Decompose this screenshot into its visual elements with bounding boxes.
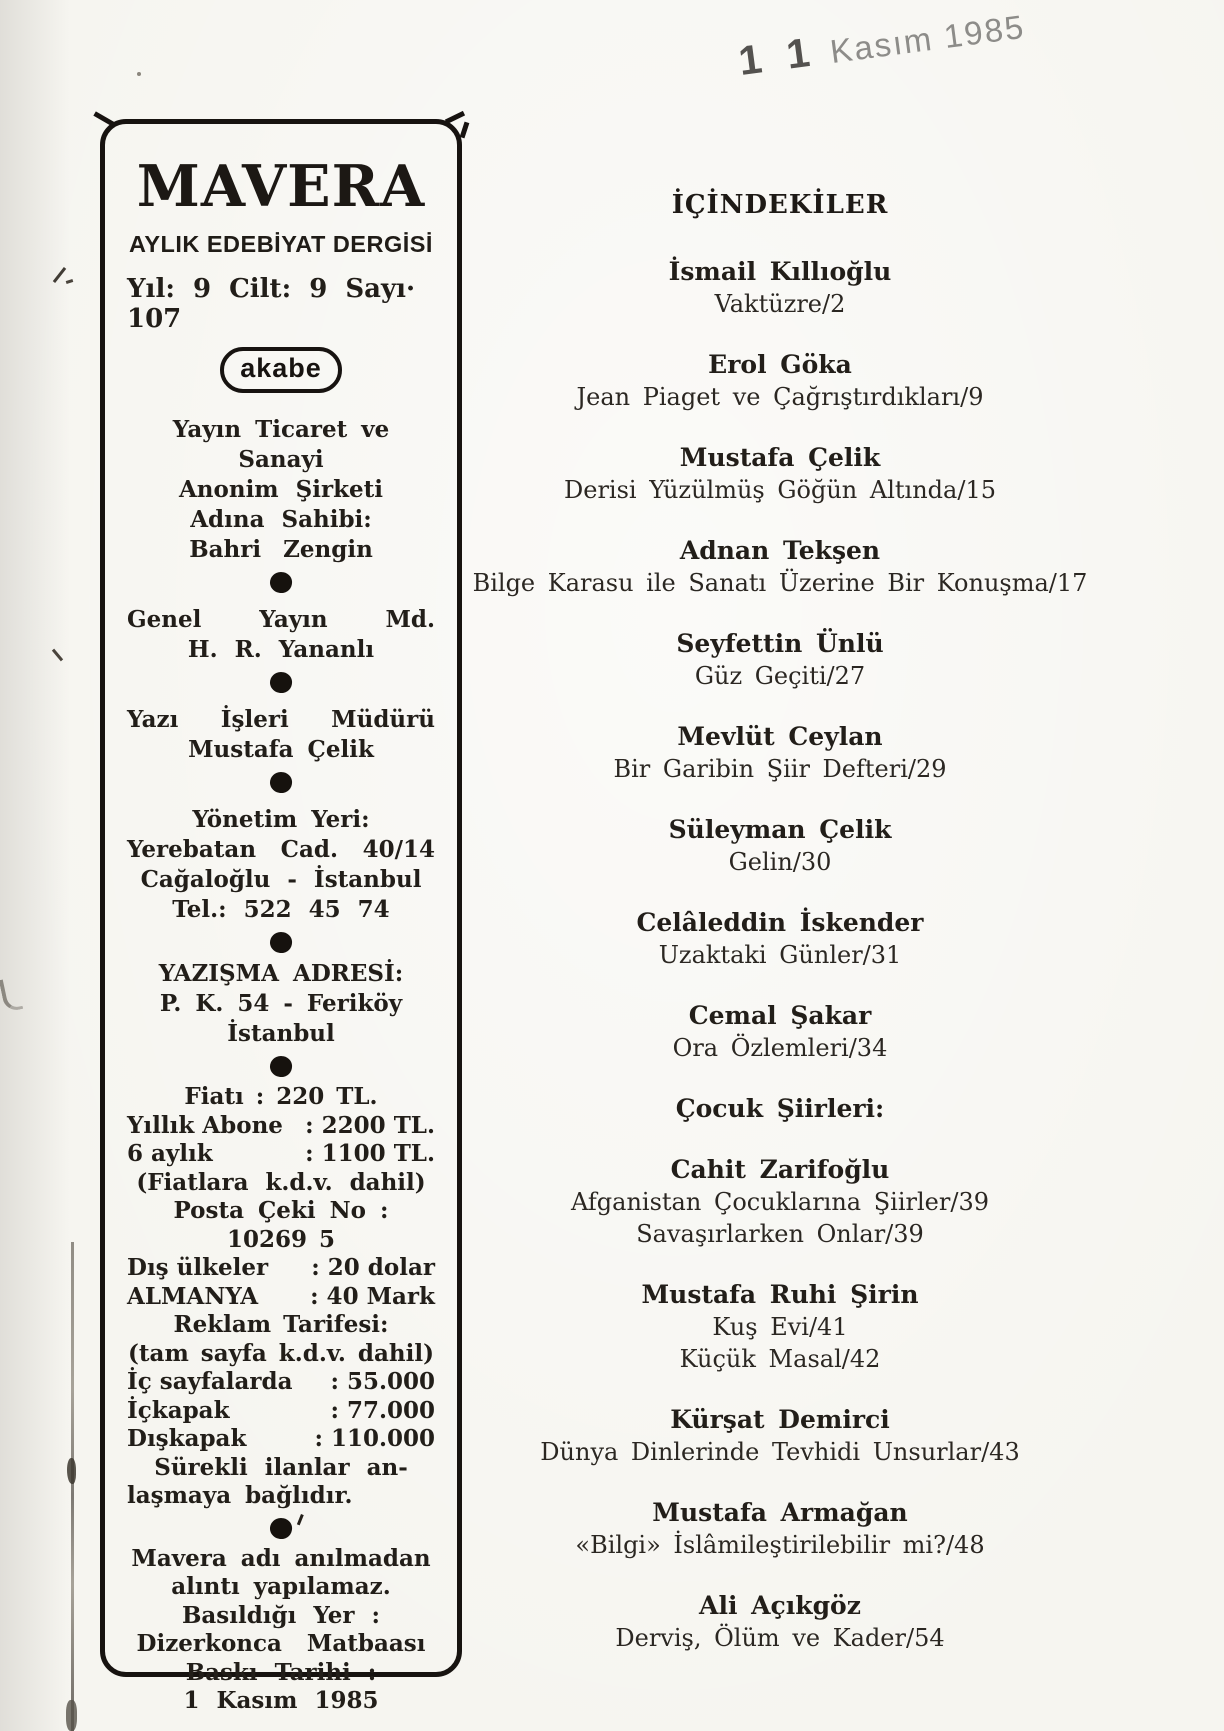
managing-editor-label — [127, 705, 435, 735]
managing-editor-word-2: İşleri — [220, 706, 289, 733]
toc-entry — [430, 442, 1130, 506]
publisher-line-2: Anonim Şirketi — [178, 476, 384, 503]
toc-entry — [430, 907, 1130, 971]
postal-account-number: 10269 5 — [226, 1225, 336, 1253]
toc-title: «Bilgi» İslâmileştirilebilir mi?/48 — [575, 1531, 985, 1559]
management-street-word-3: 40/14 — [362, 836, 435, 863]
postal-account-label: Posta Çeki No : — [173, 1197, 389, 1224]
border-flick-left — [93, 111, 116, 127]
toc-title: Kuş Evi/41 — [712, 1313, 848, 1341]
managing-editor-name: Mustafa Çelik — [188, 736, 374, 763]
print-date: 1 Kasım 1985 — [183, 1687, 379, 1714]
bullet-separator — [268, 930, 293, 955]
akabe-badge — [220, 347, 342, 393]
toc-title: Savaşırlarken Onlar/39 — [636, 1220, 924, 1248]
subscription-row-annual — [127, 1112, 435, 1141]
subscription-value: : 2200 TL. — [305, 1111, 435, 1139]
foreign-price-label: Dış ülkeler — [127, 1254, 269, 1281]
toc-author: Seyfettin Ünlü — [676, 629, 884, 658]
toc-title: Uzaktaki Günler/31 — [658, 941, 902, 969]
toc-author: Erol Göka — [708, 350, 852, 379]
general-director-label — [127, 605, 435, 635]
ad-terms-line-1: Sürekli ilanlar an- — [154, 1453, 408, 1481]
management-heading: Yönetim Yeri: — [192, 806, 370, 833]
toc-entry — [430, 349, 1130, 413]
publisher-line-1: Yayın Ticaret ve Sanayi — [172, 416, 390, 473]
date-stamp-month-year: Kasım 1985 — [827, 7, 1028, 71]
ad-tariff-heading: Reklam Tarifesi: — [173, 1311, 389, 1338]
toc-author: Celâleddin İskender — [636, 908, 924, 937]
toc-entry — [430, 1404, 1130, 1468]
owner-name: Bahri Zengin — [189, 536, 373, 563]
scan-artifact — [0, 976, 23, 1012]
subscription-value: : 1100 TL. — [305, 1140, 435, 1167]
bullet-separator — [268, 1054, 293, 1079]
managing-editor-word-3: Müdürü — [331, 706, 435, 733]
scan-artifact — [66, 279, 74, 284]
ad-price-value: : 77.000 — [330, 1396, 435, 1424]
management-phone: Tel.: 522 45 74 — [172, 896, 390, 923]
toc-author: Adnan Tekşen — [679, 536, 881, 565]
toc-entry — [430, 1000, 1130, 1064]
ad-tariff-note: (tam sayfa k.d.v. dahil) — [128, 1339, 434, 1367]
ad-tariff-block — [127, 1311, 435, 1511]
toc-author: Mustafa Çelik — [679, 443, 881, 472]
toc-title: Jean Piaget ve Çağrıştırdıkları/9 — [576, 383, 984, 411]
printer-name: Dizerkonca Matbaası — [136, 1630, 426, 1657]
toc-title: Afganistan Çocuklarına Şiirler/39 — [571, 1188, 989, 1216]
toc-title: Derviş, Ölüm ve Kader/54 — [615, 1624, 945, 1652]
toc-title: Dünya Dinlerinde Tevhidi Unsurlar/43 — [540, 1438, 1020, 1466]
toc-title: Derisi Yüzülmüş Göğün Altında/15 — [564, 476, 996, 504]
toc-entry — [430, 814, 1130, 878]
correspondence-city: İstanbul — [227, 1020, 335, 1047]
owner-label: Adına Sahibi: — [190, 506, 372, 533]
toc-title: Vaktüzre/2 — [714, 290, 846, 318]
toc-heading: İÇİNDEKİLER — [671, 190, 889, 220]
foreign-price-value: : 40 Mark — [310, 1282, 435, 1310]
vat-note: (Fiatlara k.d.v. dahil) — [136, 1168, 426, 1196]
ad-price-label: Dışkapak — [127, 1425, 247, 1452]
ad-price-value: : 55.000 — [330, 1368, 435, 1395]
foreign-price-value: : 20 dolar — [311, 1254, 435, 1281]
management-street-word-1: Yerebatan — [127, 836, 257, 863]
toc-author: Mevlüt Ceylan — [677, 722, 883, 751]
colophon-block — [127, 1545, 435, 1716]
print-date-label: Baskı Tarihi : — [185, 1658, 377, 1686]
toc-entry — [430, 1497, 1130, 1561]
scan-artifact — [52, 649, 63, 662]
toc-author: Cahit Zarifoğlu — [670, 1155, 890, 1184]
managing-editor-word-1: Yazı — [127, 706, 179, 733]
magazine-subtitle: AYLIK EDEBİYAT DERGİSİ — [129, 231, 433, 257]
toc-entry — [430, 1279, 1130, 1375]
toc-author: Süleyman Çelik — [668, 815, 892, 844]
date-stamp-day: 1 1 — [735, 28, 820, 85]
ad-price-row-outer-cover — [127, 1425, 435, 1454]
toc-entry — [430, 256, 1130, 320]
management-block — [127, 805, 435, 925]
binding-crease-blob — [67, 1458, 76, 1484]
price-line: Fiatı : 220 TL. — [184, 1083, 378, 1110]
correspondence-block — [127, 959, 435, 1049]
toc-title: Güz Geçiti/27 — [694, 662, 866, 690]
publisher-block — [127, 415, 435, 565]
table-of-contents — [430, 190, 1130, 1683]
general-director-name: H. R. Yananlı — [187, 636, 375, 663]
toc-author: Mustafa Armağan — [652, 1498, 908, 1527]
subscription-label: 6 aylık — [127, 1140, 213, 1167]
toc-author: İsmail Kıllıoğlu — [668, 257, 892, 286]
correspondence-po-box: P. K. 54 - Feriköy — [159, 990, 403, 1017]
ad-price-value: : 110.000 — [314, 1425, 435, 1452]
management-street — [127, 835, 435, 865]
toc-title: Gelin/30 — [728, 848, 832, 876]
masthead-box — [100, 119, 462, 1714]
ad-terms-line-2: laşmaya bağlıdır. — [127, 1482, 353, 1509]
toc-entry — [430, 628, 1130, 692]
subscription-label: Yıllık Abone — [127, 1111, 283, 1139]
border-flick-right — [445, 111, 465, 124]
toc-entry — [430, 1154, 1130, 1250]
management-street-word-2: Cad. — [280, 836, 338, 863]
pricing-block — [127, 1083, 435, 1311]
ad-price-row-inner-cover — [127, 1397, 435, 1426]
toc-author: Cemal Şakar — [688, 1001, 872, 1030]
foreign-price-row — [127, 1283, 435, 1312]
subscription-row-semiannual — [127, 1140, 435, 1169]
scan-artifact — [137, 72, 141, 76]
toc-title: Küçük Masal/42 — [679, 1345, 881, 1373]
akabe-badge-label: akabe — [240, 353, 322, 383]
general-director-word-2: Yayın — [259, 606, 328, 633]
scan-artifact — [53, 267, 66, 283]
bullet-separator — [268, 570, 293, 595]
toc-entry — [430, 535, 1130, 599]
general-director-word-1: Genel — [127, 606, 202, 633]
correspondence-heading: YAZIŞMA ADRESİ: — [158, 960, 404, 987]
general-director-word-3: Md. — [385, 606, 435, 633]
printer-label: Basıldığı Yer : — [181, 1601, 381, 1629]
bullet-separator — [268, 1516, 293, 1541]
toc-title: Bilge Karasu ile Sanatı Üzerine Bir Konuşma/17 — [472, 569, 1088, 597]
binding-crease — [71, 1242, 74, 1731]
toc-author: Ali Açıkgöz — [699, 1591, 861, 1620]
ad-price-row-inner-pages — [127, 1368, 435, 1397]
bullet-separator — [268, 770, 293, 795]
toc-title: Ora Özlemleri/34 — [672, 1034, 888, 1062]
foreign-price-label: ALMANYA — [127, 1282, 259, 1310]
date-stamp — [736, 0, 1040, 85]
toc-author: Çocuk Şiirleri: — [675, 1094, 885, 1123]
copyright-line-1: Mavera adı anılmadan — [131, 1544, 431, 1572]
magazine-title: MAVERA — [136, 153, 426, 220]
management-city: Cağaloğlu - İstanbul — [140, 866, 422, 893]
general-director-block — [127, 605, 435, 665]
ad-price-label: İç sayfalarda — [127, 1368, 293, 1395]
issue-info: Yıl: 9 Cilt: 9 Sayı· 107 — [127, 274, 416, 334]
toc-entry — [430, 721, 1130, 785]
copyright-line-2: alıntı yapılamaz. — [171, 1573, 391, 1600]
ad-price-label: İçkapak — [127, 1396, 230, 1424]
toc-author: Kürşat Demirci — [670, 1405, 890, 1434]
border-flick-right-2 — [460, 122, 470, 139]
managing-editor-block — [127, 705, 435, 765]
toc-title: Bir Garibin Şiir Defteri/29 — [613, 755, 947, 783]
toc-section-label — [430, 1093, 1130, 1125]
toc-author: Mustafa Ruhi Şirin — [641, 1280, 919, 1309]
binding-crease-blob — [66, 1700, 77, 1731]
foreign-price-row — [127, 1254, 435, 1283]
bullet-separator — [268, 670, 293, 695]
toc-entry — [430, 1590, 1130, 1654]
